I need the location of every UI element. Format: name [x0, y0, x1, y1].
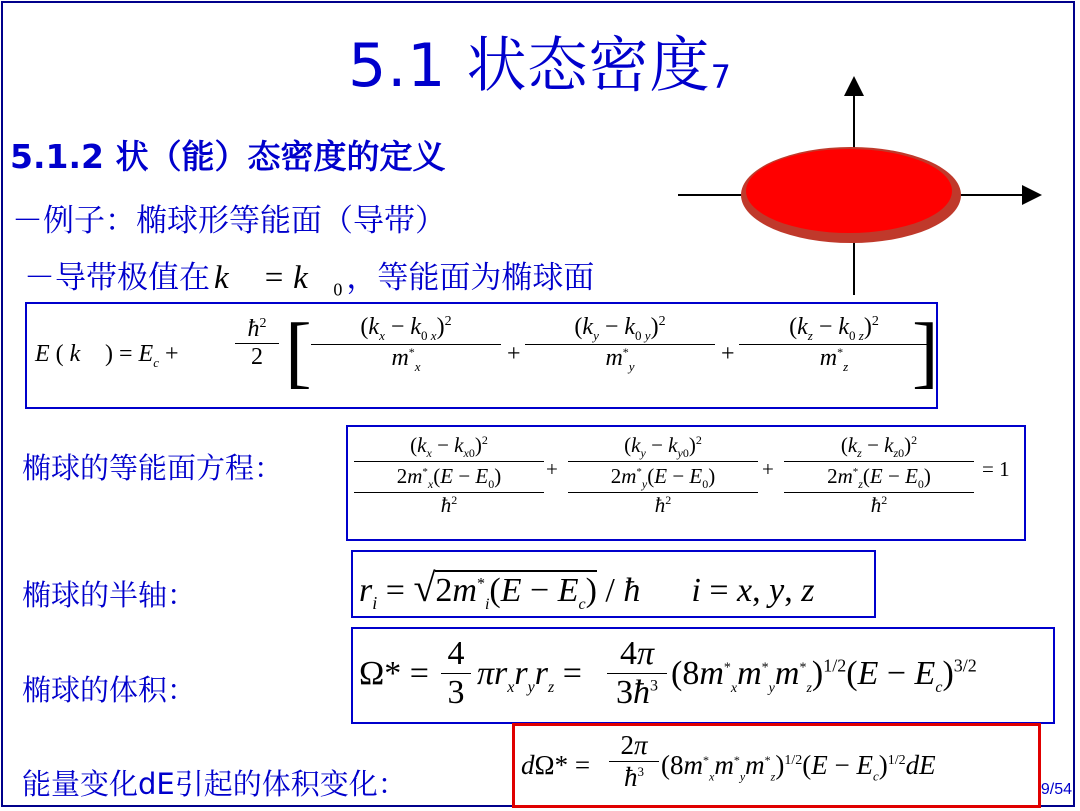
label-semi-axis: 椭球的半轴： — [22, 578, 197, 612]
equation-dvolume-box: dΩ* = $\frac{2\pi}{ħ^3}$ $(8m^*_xm^*_ym^*_z)^{1/2}(E - E_c)^{1/2}dE$ — [512, 723, 1041, 808]
section-heading: 5.1.2 状（能）态密度的定义 — [10, 137, 446, 176]
equation-volume-box: Ω* = $\frac{4}{3}$ $\pi r_xr_yr_z$ = $\frac{4\pi}{3ħ^3}$ $(8m^*_xm^*_ym^*_z)^{1/2}(E - E_c)^{3/2}$ — [351, 627, 1055, 724]
label-volume-change: 能量变化dE引起的体积变化： — [22, 767, 407, 801]
bullet-extremum: －导带极值在 k⃗ = $k⃗_0$ ，等能面为椭球面 — [24, 260, 595, 300]
equation-semi-axis-box: $r_i = √2m^*_i(E - E_c)$ / ħ i = x, y, z — [351, 550, 876, 618]
page-number: 9/54 — [1040, 781, 1072, 798]
equation-energy-box: E ( k⃗ ) = $E_c$ + $\frac{ħ^2}{2}$ [ $\frac{(k_x - k_{0 x})^2}{m^*_x}$ + $\frac{(k_y - k_{0 y})^2}{m^*_y}$ + $\frac{(k_z - k_{0 z})^2}{m^*_z}$ ] — [25, 302, 938, 409]
label-volume: 椭球的体积： — [22, 673, 197, 707]
slide-title: 5.1 状态密度$_7$ — [348, 31, 732, 101]
label-ellipsoid-equation: 椭球的等能面方程： — [22, 451, 284, 485]
bullet-example: －例子：椭球形等能面（导带） — [12, 203, 446, 239]
ellipsoid-diagram — [670, 70, 1060, 300]
equation-ellipsoid-box: $(k_x - k_{x0})^2$ $2m^*_x(E - E_0)$ $ħ^2$ + $(k_y - k_{y0})^2$ $2m^*_y(E - E_0)$ $ħ^2$ + $(k_z - k_{z0})^2$ $2m^*_z(E - E_0)$ $ħ^2$ = 1 — [346, 425, 1026, 541]
